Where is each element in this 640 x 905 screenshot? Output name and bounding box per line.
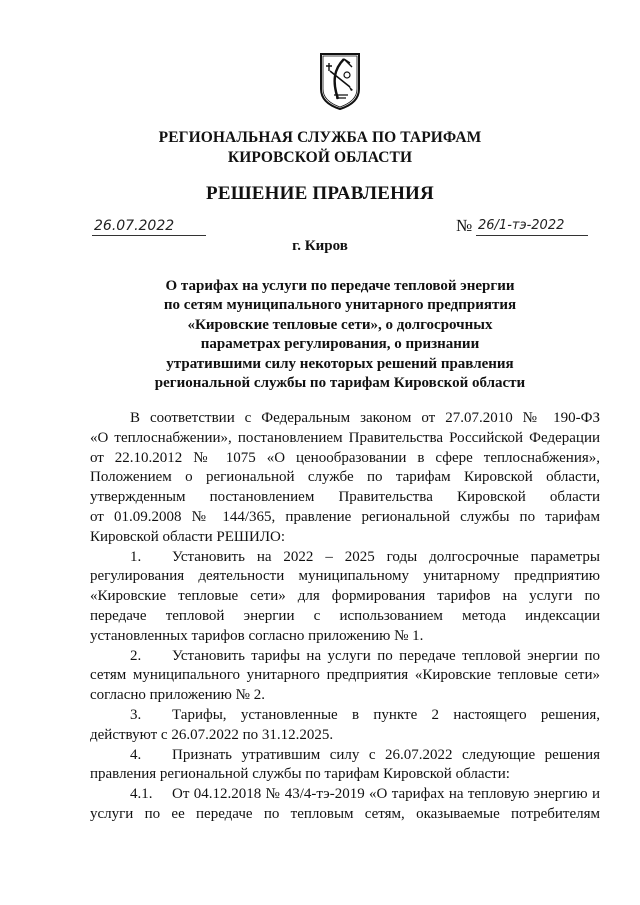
document-body <box>90 409 600 825</box>
kirov-region-coat-of-arms-icon <box>318 51 362 111</box>
item-4 <box>90 746 600 786</box>
title-line: параметрах регулирования, о признании <box>200 336 480 353</box>
city: г. Киров <box>292 238 348 254</box>
organization-name-line1: РЕГИОНАЛЬНАЯ СЛУЖБА ПО ТАРИФАМ <box>158 129 482 146</box>
handwritten-number: 26/1-тэ-2022 <box>476 217 588 236</box>
item-text: Тарифы, установленные в пункте 2 настоящего решения, <box>172 706 600 723</box>
item-3 <box>90 706 600 746</box>
text-line: от 22.10.2012 № 1075 «О ценообразовании в сфере теплоснабжения», <box>90 449 600 466</box>
text-line <box>90 706 600 726</box>
text-line: передаче тепловой энергии с использованием метода индексации <box>90 607 600 624</box>
title-line: по сетям муниципального унитарного предприятия <box>163 297 517 314</box>
text-line: установленных тарифов согласно приложению № 1. <box>90 627 424 644</box>
text-line: правления региональной службы по тарифам Кировской области: <box>90 766 510 783</box>
number-label: № <box>456 216 473 235</box>
text-line: регулирования деятельности муниципальному унитарному предприятию <box>90 568 600 585</box>
title-line: утратившими силу некоторых решений правления <box>166 355 514 372</box>
document-title <box>150 277 530 393</box>
text-line <box>90 785 600 805</box>
text-line: В соответствии с Федеральным законом от 27.07.2010 № 190-ФЗ <box>130 410 600 426</box>
item-2 <box>90 647 600 706</box>
item-number: 4. <box>130 746 142 763</box>
title-line: «Кировские тепловые сети», о долгосрочных <box>187 316 493 333</box>
text-line <box>90 746 600 766</box>
item-text: Установить тарифы на услуги по передаче тепловой энергии по <box>172 647 600 664</box>
item-number: 1. <box>130 548 142 565</box>
text-line: сетям муниципального унитарного предприятия «Кировские тепловые сети» <box>90 667 600 684</box>
text-line: утвержденным постановлением Правительства Кировской области <box>90 489 600 506</box>
item-number: 4.1. <box>130 786 153 803</box>
item-number: 2. <box>130 647 142 664</box>
handwritten-date: 26.07.2022 <box>92 217 206 236</box>
text-line: услуги по ее передаче по тепловым сетям, оказываемые потребителям <box>90 805 600 822</box>
text-line: Кировской области РЕШИЛО: <box>90 528 286 545</box>
preamble-paragraph <box>90 409 600 548</box>
item-1 <box>90 548 600 647</box>
item-text: От 04.12.2018 № 43/4-тэ-2019 «О тарифах на тепловую энергию и <box>172 786 600 803</box>
text-line: действуют с 26.07.2022 по 31.12.2025. <box>90 726 334 743</box>
title-line: региональной службы по тарифам Кировской области <box>154 375 526 392</box>
text-line: от 01.09.2008 № 144/365, правление региональной службы по тарифам <box>90 508 600 525</box>
organization-name-line2: КИРОВСКОЙ ОБЛАСТИ <box>227 149 413 166</box>
item-text: Признать утратившим силу с 26.07.2022 следующие решения <box>172 746 600 763</box>
text-line <box>90 548 600 568</box>
text-line: Положением о региональной службе по тарифам Кировской области, <box>90 469 600 486</box>
item-text: Установить на 2022 – 2025 годы долгосрочные параметры <box>172 548 600 565</box>
item-number: 3. <box>130 706 142 723</box>
text-line: «О теплоснабжении», постановлением Правительства Российской Федерации <box>90 429 600 446</box>
text-line <box>90 647 600 667</box>
text-line: согласно приложению № 2. <box>90 687 265 704</box>
title-line: О тарифах на услуги по передаче тепловой энергии <box>165 278 515 294</box>
item-4-1 <box>90 785 600 825</box>
text-line: «Кировские тепловые сети» для формирования тарифов на услуги по <box>90 588 600 605</box>
document-type: РЕШЕНИЕ ПРАВЛЕНИЯ <box>206 183 434 204</box>
